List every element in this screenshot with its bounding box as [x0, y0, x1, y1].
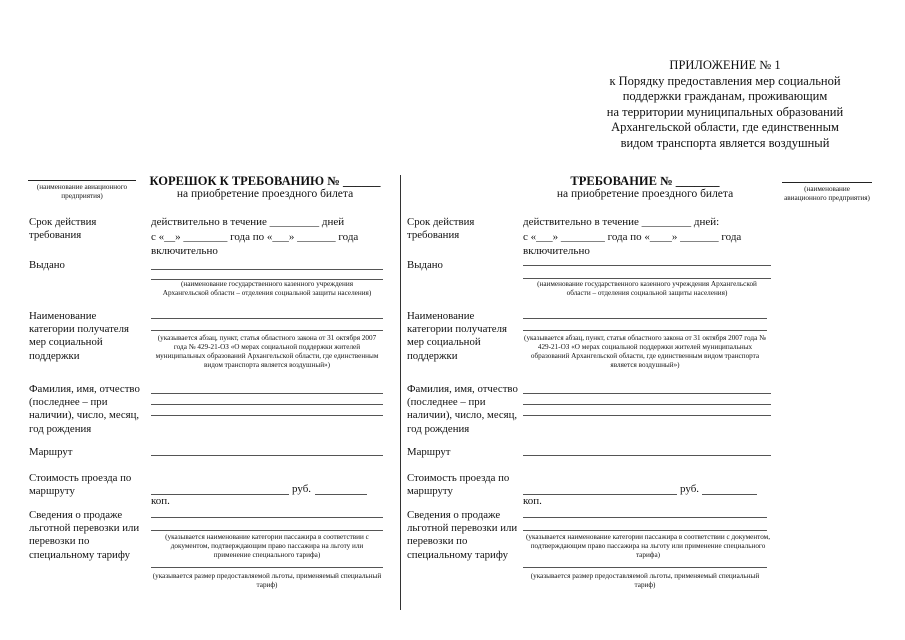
right-subtitle: на приобретение проездного билета [556, 188, 734, 200]
right-route-label: Маршрут [407, 446, 451, 458]
left-category-note: (указывается абзац, пункт, статья областного закона от 31 октября 2007 года № 429-21-ОЗ «О мерах социальной поддержки жителей муниципальных образований Архангельской области, где единственным видом транспорта является воздушный») [155, 334, 379, 369]
right-sale-note1: (указывается наименование категории пассажира в соответствии с документом, подтверждающим право пассажира на льготу или применение специального тарифа) [525, 533, 771, 559]
right-person-line[interactable] [523, 415, 771, 416]
right-org-input-line[interactable] [782, 182, 872, 183]
right-validity-line2: с «___» ________ года по «____» _______ года [523, 231, 742, 243]
left-form-title [140, 174, 390, 201]
right-validity-label: Срок действия требования [407, 216, 475, 242]
left-sale-line[interactable] [151, 530, 383, 531]
left-validity-line2: с «__» ________ года по «___» _______ года [151, 231, 359, 243]
right-org-field [782, 182, 872, 203]
appendix-line: поддержки гражданам, проживающим [622, 89, 828, 103]
right-sale-note2: (указывается размер предоставляемой льготы, применяемый специальный тариф) [530, 572, 760, 589]
right-person-line[interactable] [523, 404, 771, 405]
left-validity-line3: включительно [151, 245, 218, 257]
appendix-line: на территории муниципальных образований [606, 104, 844, 119]
right-cost-kop: коп. [523, 495, 542, 507]
left-cost-kop-line[interactable] [315, 494, 367, 495]
left-person-label: Фамилия, имя, отчество (последнее – при наличии), число, месяц, год рождения [29, 383, 140, 435]
right-validity-line1: действительно в течение _________ дней: [523, 216, 720, 228]
appendix-line: к Порядку предоставления мер социальной [609, 73, 841, 88]
right-title: ТРЕБОВАНИЕ № _______ [570, 174, 720, 188]
left-sale-line[interactable] [151, 517, 383, 518]
left-cost-rub: руб. [292, 483, 312, 495]
left-org-caption: (наименование авиационного предприятия) [36, 183, 128, 200]
right-issued-line[interactable] [523, 265, 771, 266]
right-category-line[interactable] [523, 330, 767, 331]
left-person-line[interactable] [151, 404, 383, 405]
left-route-label: Маршрут [29, 446, 73, 458]
right-issued-label: Выдано [407, 259, 443, 271]
left-sale-line[interactable] [151, 567, 383, 568]
right-category-line[interactable] [523, 318, 767, 319]
left-validity-line1: действительно в течение _________ дней [151, 216, 345, 228]
left-sale-note2: (указывается размер предоставляемой льготы, применяемый специальный тариф) [152, 572, 382, 589]
left-sale-label: Сведения о продаже льготной перевозки или перевозки по специальному тарифу [29, 509, 140, 561]
left-issued-note: (наименование государственного казенного учреждения Архангельской области – отделения социальной защиты населения) [162, 280, 372, 297]
appendix-line: Архангельской области, где единственным [611, 120, 839, 134]
right-sale-line[interactable] [523, 517, 767, 518]
right-category-label: Наименование категории получателя мер социальной поддержки [407, 310, 507, 362]
left-category-label: Наименование категории получателя мер социальной поддержки [29, 310, 129, 362]
right-category-note: (указывается абзац, пункт, статья областного закона от 31 октября 2007 года № 429-21-ОЗ «О мерах социальной поддержки жителей муниципальных образований Архангельской области, где единственным видом транспорта является воздушный») [524, 334, 766, 369]
right-cost-label: Стоимость проезда по маршруту [407, 472, 510, 498]
right-person-label: Фамилия, имя, отчество (последнее – при наличии), число, месяц, год рождения [407, 383, 518, 435]
appendix-title: ПРИЛОЖЕНИЕ № 1 [669, 58, 781, 72]
left-validity-label: Срок действия требования [29, 216, 97, 242]
right-org-caption: (наименование авиационного предприятия) [784, 185, 870, 202]
right-cost-kop-line[interactable] [702, 494, 757, 495]
left-subtitle: на приобретение проездного билета [176, 188, 354, 200]
left-title: КОРЕШОК К ТРЕБОВАНИЮ № ______ [149, 174, 381, 188]
left-issued-label: Выдано [29, 259, 65, 271]
left-cost-kop: коп. [151, 495, 170, 507]
right-route-line[interactable] [523, 455, 771, 456]
right-issued-line[interactable] [523, 278, 771, 279]
left-category-line[interactable] [151, 330, 383, 331]
left-sale-note1: (указывается наименование категории пассажира в соответствии с документом, подтверждающим право пассажира на льготу или применение специального тарифа) [165, 533, 369, 559]
right-sale-line[interactable] [523, 530, 767, 531]
cut-line-divider [400, 175, 401, 610]
right-cost-rub-line[interactable] [523, 494, 677, 495]
right-person-line[interactable] [523, 393, 771, 394]
left-route-line[interactable] [151, 455, 383, 456]
left-person-line[interactable] [151, 393, 383, 394]
left-category-line[interactable] [151, 318, 383, 319]
left-person-line[interactable] [151, 415, 383, 416]
left-org-input-line[interactable] [28, 180, 136, 181]
left-cost-rub-line[interactable] [151, 494, 289, 495]
appendix-header [560, 58, 890, 151]
left-cost-label: Стоимость проезда по маршруту [29, 472, 132, 498]
right-sale-line[interactable] [523, 567, 767, 568]
left-org-field [28, 180, 136, 201]
left-issued-line[interactable] [151, 269, 383, 270]
right-sale-label: Сведения о продаже льготной перевозки или перевозки по специальному тарифу [407, 509, 518, 561]
right-issued-note: (наименование государственного казенного учреждения Архангельской области – отделения социальной защиты населения) [537, 280, 757, 297]
right-form-title [520, 174, 770, 201]
appendix-line: видом транспорта является воздушный [620, 135, 830, 150]
right-validity-line3: включительно [523, 245, 590, 257]
right-cost-rub: руб. [680, 483, 700, 495]
